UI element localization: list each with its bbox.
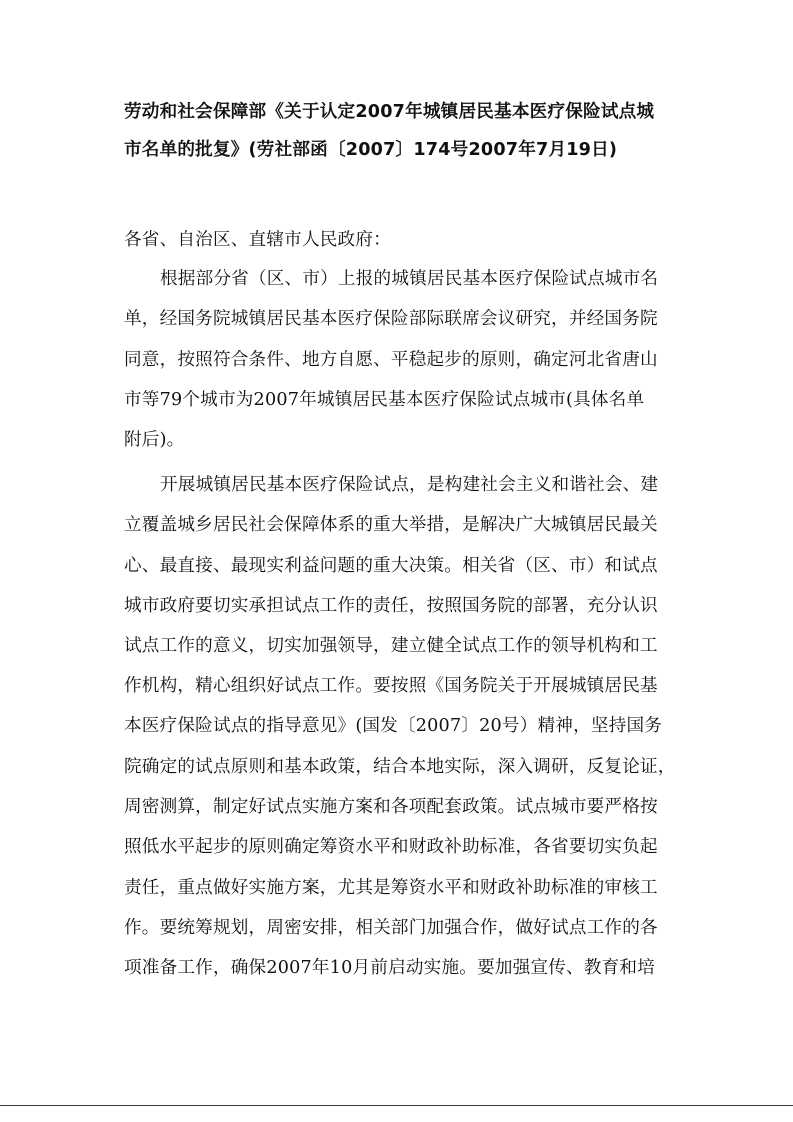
- paragraph-1-line: 根据部分省（区、市）上报的城镇居民基本医疗保险试点城市名: [160, 269, 659, 289]
- paragraph-1-line: 市等79个城市为2007年城镇居民基本医疗保险试点城市(具体名单: [124, 390, 645, 410]
- paragraph-2-line: 城市政府要切实承担试点工作的责任，按照国务院的部署，充分认识: [124, 596, 658, 616]
- document-title-line-1: 劳动和社会保障部《关于认定2007年城镇居民基本医疗保险试点城: [124, 102, 655, 122]
- paragraph-2-line: 开展城镇居民基本医疗保险试点，是构建社会主义和谐社会、建: [160, 475, 659, 495]
- paragraph-2-line: 院确定的试点原则和基本政策，结合本地实际，深入调研，反复论证，: [124, 757, 676, 777]
- paragraph-2-line: 责任，重点做好实施方案，尤其是筹资水平和财政补助标准的审核工: [124, 878, 658, 898]
- paragraph-1-line: 同意，按照符合条件、地方自愿、平稳起步的原则，确定河北省唐山: [124, 350, 658, 370]
- paragraph-1-line: 附后)。: [124, 430, 185, 450]
- paragraph-2-line: 心、最直接、最现实利益问题的重大决策。相关省（区、市）和试点: [124, 556, 658, 576]
- paragraph-2-line: 周密测算，制定好试点实施方案和各项配套政策。试点城市要严格按: [124, 797, 658, 817]
- paragraph-2-line: 照低水平起步的原则确定筹资水平和财政补助标准，各省要切实负起: [124, 837, 658, 857]
- salutation: 各省、自治区、直辖市人民政府：: [124, 230, 391, 250]
- paragraph-2-line: 试点工作的意义，切实加强领导，建立健全试点工作的领导机构和工: [124, 636, 658, 656]
- paragraph-2-line: 立覆盖城乡居民社会保障体系的重大举措，是解决广大城镇居民最关: [124, 515, 658, 535]
- paragraph-2-line: 作。要统筹规划，周密安排，相关部门加强合作，做好试点工作的各: [124, 918, 658, 938]
- paragraph-2-line: 本医疗保险试点的指导意见》(国发〔2007〕20号）精神，坚持国务: [124, 716, 663, 736]
- document-title-line-2: 市名单的批复》(劳社部函〔2007〕174号2007年7月19日): [124, 140, 618, 160]
- paragraph-2-line: 项准备工作，确保2007年10月前启动实施。要加强宣传、教育和培: [124, 958, 656, 978]
- page-bottom-divider: [0, 1105, 793, 1106]
- paragraph-2-line: 作机构，精心组织好试点工作。要按照《国务院关于开展城镇居民基: [124, 676, 658, 696]
- paragraph-1-line: 单，经国务院城镇居民基本医疗保险部际联席会议研究，并经国务院: [124, 309, 658, 329]
